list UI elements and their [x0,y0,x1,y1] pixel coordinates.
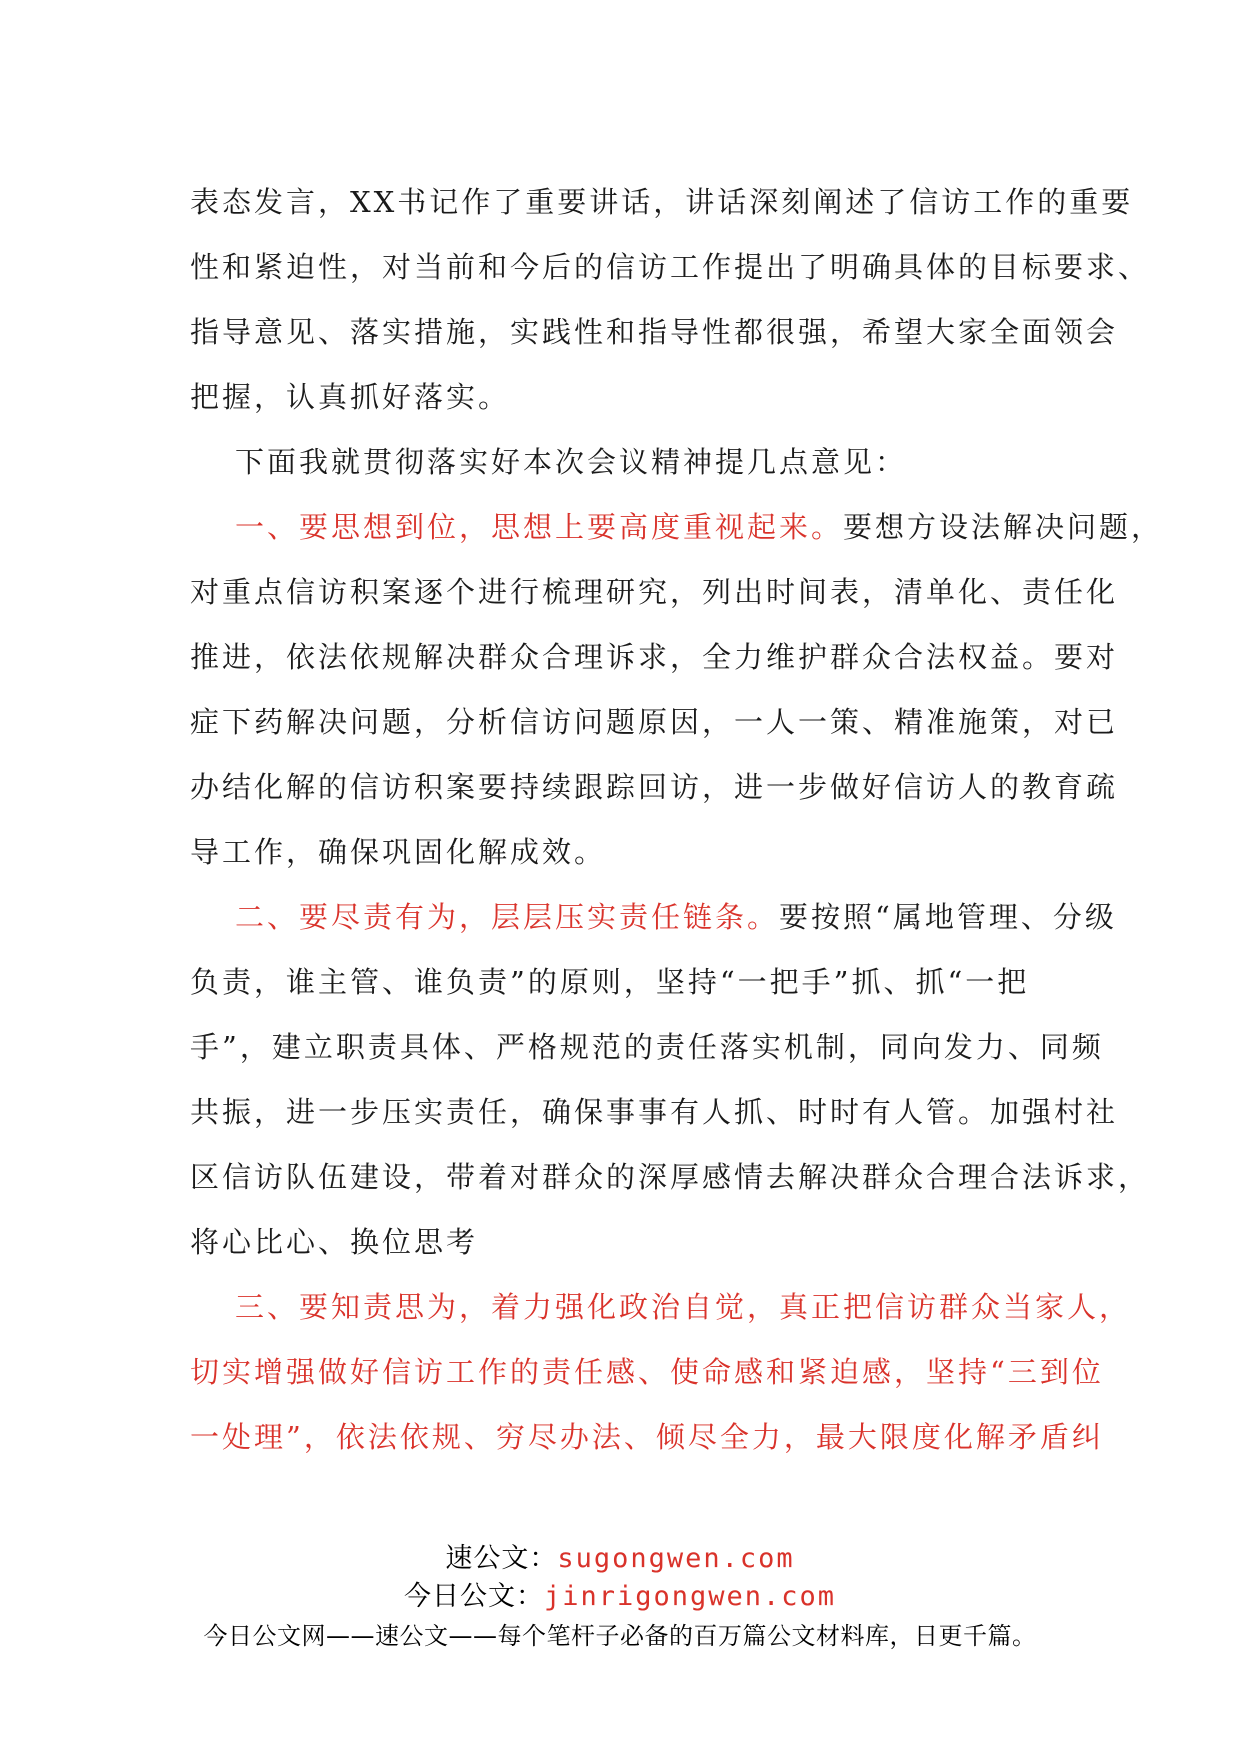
body-line [190,1080,1119,1145]
footer [0,1540,1240,1656]
body-text-run: 要想方设法解决问题， [843,510,1164,544]
footer-sugongwen-link[interactable]: sugongwen.com [557,1543,795,1574]
body-text-run: 推进，依法依规解决群众合理诉求，全力维护群众合法权益。要对 [190,640,1119,674]
body-line [190,690,1119,755]
body-line [190,885,1117,950]
body-text-run: 表态发言，XX书记作了重要讲话，讲话深刻阐述了信访工作的重要 [190,185,1134,219]
body-line [190,170,1134,235]
body-line [190,430,1070,495]
body-text-run: 手”，建立职责具体、严格规范的责任落实机制，同向发力、同频 [190,1030,1104,1064]
footer-jinrigongwen-label: 今日公文： [403,1581,544,1612]
body-text-run: 负责，谁主管、谁负责”的原则，坚持“一把手”抓、抓“一把 [190,965,1030,999]
footer-sugongwen [0,1540,1240,1578]
body-line [190,560,1119,625]
highlighted-heading: 二、要尽责有为，层层压实责任链条。 [235,900,780,934]
body-text-run: 办结化解的信访积案要持续跟踪回访，进一步做好信访人的教育疏 [190,770,1119,804]
body-text-run: 指导意见、落实措施，实践性和指导性都很强，希望大家全面领会 [190,315,1119,349]
body-line [190,1145,1151,1210]
body-line [190,1210,1070,1275]
body-text-run: 区信访队伍建设，带着对群众的深厚感情去解决群众合理合法诉求， [190,1160,1151,1194]
body-text-run: 共振，进一步压实责任，确保事事有人抓、时时有人管。加强村社 [190,1095,1119,1129]
body-text-run: 将心比心、换位思考 [190,1225,479,1259]
footer-tagline: 今日公文网——速公文——每个笔杆子必备的百万篇公文材料库，日更千篇。 [203,1622,1037,1650]
body-line [190,365,1070,430]
document-body [190,170,1164,1470]
body-line [190,1275,1132,1340]
footer-jinrigongwen-link[interactable]: jinrigongwen.com [543,1581,837,1612]
body-text-run: 性和紧迫性，对当前和今后的信访工作提出了明确具体的目标要求、 [190,250,1151,284]
body-text-run: 要按照“属地管理、分级 [779,900,1117,934]
highlighted-heading: 一、要思想到位，思想上要高度重视起来。 [235,510,844,544]
body-line [190,1015,1104,1080]
highlighted-heading: 切实增强做好信访工作的责任感、使命感和紧迫感，坚持“三到位 [190,1355,1104,1389]
body-line [190,820,1070,885]
body-text-run: 对重点信访积案逐个进行梳理研究，列出时间表，清单化、责任化 [190,575,1119,609]
body-line [190,755,1119,820]
body-text-run: 症下药解决问题，分析信访问题原因，一人一策、精准施策，对已 [190,705,1119,739]
body-line [190,235,1151,300]
body-line [190,1405,1104,1470]
highlighted-heading: 一处理”，依法依规、穷尽办法、倾尽全力，最大限度化解矛盾纠 [190,1420,1104,1454]
body-text-run: 把握，认真抓好落实。 [190,380,511,414]
body-line [190,1340,1104,1405]
highlighted-heading: 三、要知责思为，着力强化政治自觉，真正把信访群众当家人， [235,1290,1132,1324]
footer-jinrigongwen [0,1578,1240,1616]
body-line [190,495,1164,560]
body-line [190,300,1119,365]
body-text-run: 导工作，确保巩固化解成效。 [190,835,607,869]
body-line [190,625,1119,690]
body-line [190,950,1070,1015]
footer-sugongwen-label: 速公文： [445,1543,558,1574]
body-text-run: 下面我就贯彻落实好本次会议精神提几点意见： [235,445,908,479]
